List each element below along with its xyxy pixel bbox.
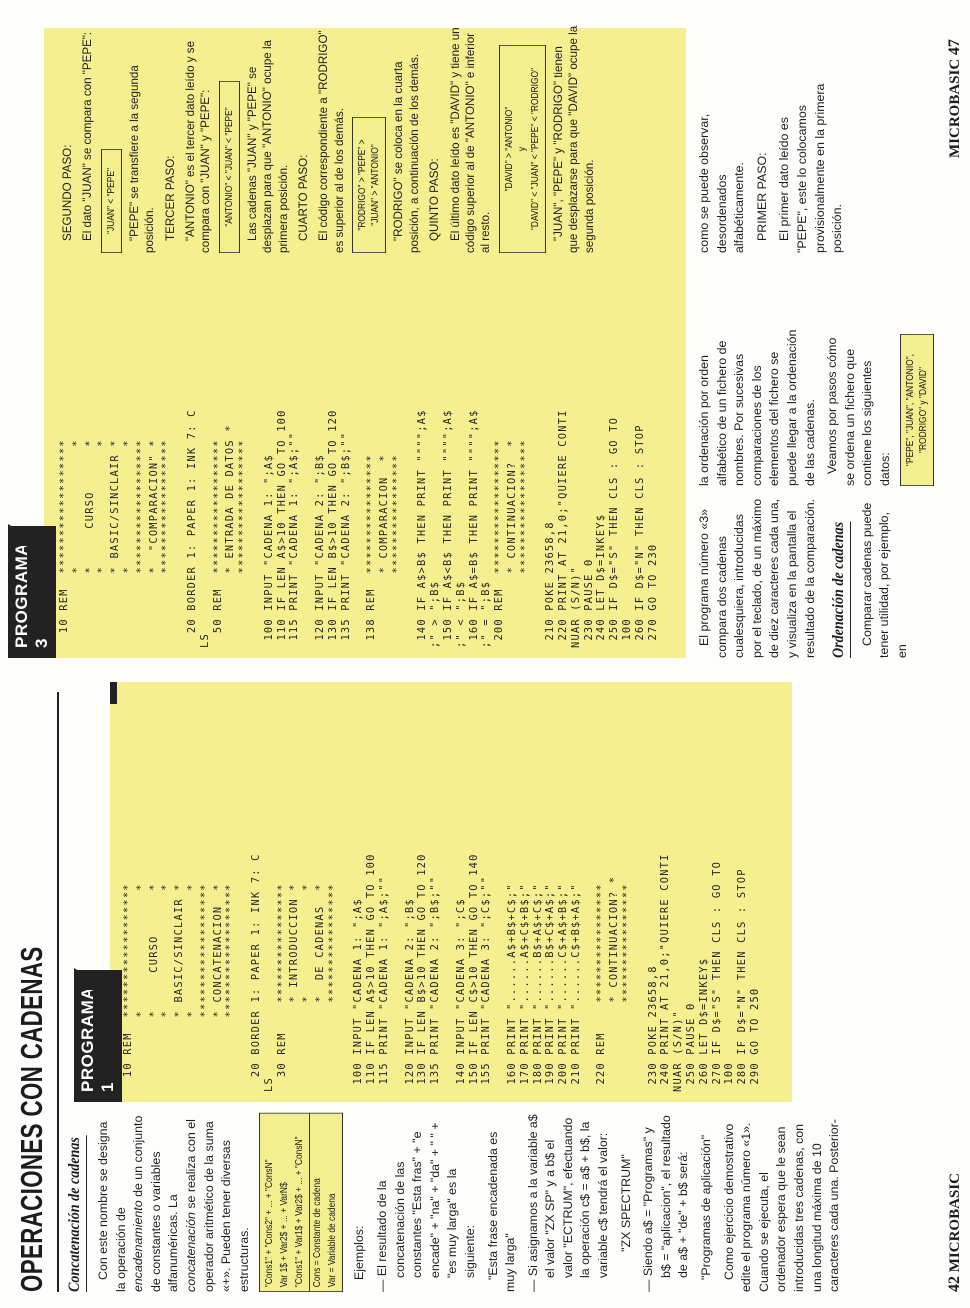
box-line: "RODRIGO" y "DAVID" xyxy=(916,367,929,453)
intro-text: como se puede observar, desordenados alfabéticamente. xyxy=(697,113,747,253)
para-ejercicio: Como ejercicio demostrativo edite el programa número «1». Cuando se ejecuta, el ordenador espera que le sean introducidas tres cadenas, con una longitud máxima de 10 caracteres cada una. Posterior- xyxy=(721,1119,842,1292)
box-line: Var = Variable de cadena xyxy=(326,1193,339,1288)
page-number-right: 47 xyxy=(946,39,963,56)
ejemplos-label: Ejemplos: xyxy=(352,1225,367,1280)
subhead-ordenacion: Ordenación de cadenas xyxy=(830,522,851,658)
para-concatenacion xyxy=(95,1114,253,1292)
example-1-result: "Esta frase encadenada es muy larga" xyxy=(485,1131,518,1292)
concat-structure-box xyxy=(259,1113,343,1292)
para-ordenacion: la ordenación por orden alfabético de un fichero de nombres. Por sucesivas comparaciones de los elementos del fichero se puede llegar a la ordenación de las cadenas. xyxy=(697,329,817,486)
left-column xyxy=(66,1114,849,1292)
pepe-transfer-text: "PEPE" se transfiere a la segunda posición. xyxy=(127,65,157,253)
juan-pepe-box: "JUAN" < "PEPE" xyxy=(101,149,122,253)
programa-1-label: PROGRAMA 1 xyxy=(74,970,122,1102)
antonio-box: "ANTONIO" < "JUAN" < "PEPE" xyxy=(219,81,240,253)
rodrigo-box xyxy=(352,117,386,253)
example-2-result: "ZX SPECTRUM" xyxy=(618,1154,633,1252)
paso-5-text: El último dato leído es "DAVID" y tiene un código superior al de "ANTONIO" e inferior al resto. xyxy=(448,27,493,253)
right-column-1 xyxy=(696,83,852,253)
programa-3-code: 10 REM ****************** * * * CURSO * * * * BASIC/SINCLAIR * * * ****************** * "COMPARACION" * ****************** 20 BORDER 1: PAPER 1: INK 7: C LS 50 REM ****************** * ENTRADA DE DATOS * ****************** 100 INPUT "CADENA 1: ";A$ 110 IF LEN A$>10 THEN GO TO 100 115 PRINT "CADENA 1: ";A$;"" 120 INPUT "CADENA 2: ";B$ 130 IF LEN B$>10 THEN GO TO 120 135 PRINT "CADENA 2: ";B$;"" 138 REM **************** * COMPARACION * **************** 140 IF A$>B$ THEN PRINT """";A$ ;" > ";B$ 150 IF A$<B$ THEN PRINT """";A$ ;" < ";B$ 160 IF A$=B$ THEN PRINT """";A$ ;" = ";B$ 200 REM ****************** * CONTINUACION? * ****************** 210 POKE 23658,8 220 PRINT AT 21,0;"QUIERE CONTI NUAR (S/N)" 230 PAUSE 0 240 LET D$=INKEY$ 250 IF D$="S" THEN CLS : GO TO 100 260 IF D$="N" THEN CLS : STOP 270 GO TO 230 xyxy=(58,409,659,648)
box-line: "DAVID" < "JUAN" < "PEPE" < "RODRIGO" xyxy=(528,67,541,231)
footer-left xyxy=(946,1173,964,1292)
pasos-column xyxy=(60,25,602,253)
title-rule xyxy=(57,692,59,1292)
paso-3-label: TERCER PASO: xyxy=(163,155,177,241)
desplazan-text: Las cadenas "JUAN" y "PEPE" se desplazan para que "ANTONIO" ocupe la primera posición. xyxy=(245,40,290,253)
example-2: — Si asignamos a la variable a$ el valor "ZX SP" y a b$ el valor "ECTRUM", efectuando la operación c$ = a$ + b$, la variable c$ tendrá el valor: xyxy=(525,1114,611,1292)
magazine-name-right: MICROBASIC xyxy=(947,58,963,158)
paso-4-text: El código correspondiente a "RODRIGO" es superior al de los demás. xyxy=(317,30,346,253)
paso-4-label: CUARTO PASO: xyxy=(297,154,311,241)
box-line: "JUAN" > "ANTONIO" xyxy=(369,144,382,226)
para-text: Con este nombre se designa la operación de xyxy=(96,1121,128,1292)
example-3-result: "Programas de aplicación" xyxy=(699,1134,714,1280)
para-pasos: Veamos por pasos cómo se ordena un fichero que contiene los siguientes datos: xyxy=(825,337,892,486)
paso-1-text: El primer dato leído es "PEPE", este lo colocamos provisionalmente en la primera posición. xyxy=(777,83,845,253)
paso-5-label: QUINTO PASO: xyxy=(428,158,442,241)
box-line: "RODRIGO" > "PEPE" > xyxy=(356,139,369,231)
paso-2-label: SEGUNDO PASO: xyxy=(61,144,74,241)
box-line: "DAVID" > "ANTONIO" xyxy=(502,106,515,192)
para-text: se realiza con el operador aritmético de la suma «+». Pueden tener diversas estructuras. xyxy=(183,1119,251,1292)
subhead-concatenacion: Concatenación de cadenas xyxy=(66,1135,87,1292)
programa-3-label: PROGRAMA 3 xyxy=(8,526,56,658)
paso-2-text: El dato "JUAN" se compara con "PEPE": xyxy=(81,31,95,241)
magazine-name-left: MICROBASIC xyxy=(947,1173,963,1273)
example-1: — El resultado de la concatenación de las constantes "Esta fras" + "e encade" + "na" + "da" + " " + "es muy larga" es la siguiente: xyxy=(374,1122,477,1292)
mid-column-2 xyxy=(696,328,934,486)
footer-right xyxy=(946,39,964,158)
mid-column-1 xyxy=(696,498,917,658)
paso-3-text: "ANTONIO" es el tercer dato leído y se compara con "JUAN" y "PEPE": xyxy=(184,40,213,253)
para-comparar: Comparar cadenas puede tener utilidad, por ejemplo, en xyxy=(859,502,909,658)
para-text: de un conjunto de constantes o variables alfanuméricas. La xyxy=(131,1115,181,1292)
box-line: Var 1$ + Var2$ + ... + VarN$ xyxy=(278,1182,291,1288)
box-line: Cons = Constante de cadena xyxy=(309,1114,325,1292)
programa-1-listing xyxy=(110,682,792,1102)
label-corner xyxy=(8,524,44,546)
data-list-box xyxy=(900,334,934,486)
box-line: y xyxy=(515,146,528,152)
para-italic: encadenamiento xyxy=(131,1200,146,1292)
label-corner xyxy=(74,968,110,990)
box-line: "Cons1" + Var1$ + Var2$ + ... + "ConsN" xyxy=(293,1136,306,1288)
page-title: OPERACIONES CON CADENAS xyxy=(14,946,49,1292)
david-box xyxy=(499,45,546,253)
box-line: "Cons1" + "Cons2" + ... + "ConsN" xyxy=(263,1159,276,1288)
programa-1-code: 10 REM ****************** * * * CURSO * * * * BASIC/SINCLAIR * * * ****************** * CONCATENACION * ****************** 20 BORDER 1: PAPER 1: INK 7: C LS 30 REM **************** * INTRODUCCION * * * * DE CADENAS * **************** 100 INPUT "CADENA 1: ";A$ 110 IF LEN A$>10 THEN GO TO 100 115 PRINT "CADENA 1: ";A$;"" 120 INPUT "CADENA 2: ";B$ 130 IF LEN B$>10 THEN GO TO 120 135 PRINT "CADENA 2: ";B$;"" 140 INPUT "CADENA 3: ";C$ 150 IF LEN C$>10 THEN GO TO 140 155 PRINT "CADENA 3: ";C$;"" 160 PRINT "......A$+B$+C$;" 170 PRINT "......A$+C$+B$;" 180 PRINT "......B$+A$+C$;" 190 PRINT "......B$+C$+A$;" 200 PRINT "......C$+A$+B$;" 210 PRINT "......C$+B$+A$;" 220 REM **************** * CONTINUACION? * **************** 230 POKE 23658,8 240 PRINT AT 21,0;"QUIERE CONTI NUAR (S/N)" 250 PAUSE 0 260 LET D$=INKEY$ 270 IF D$="S" THEN CLS : GO TO 100 280 IF D$="N" THEN CLS : STOP 290 GO TO 250 xyxy=(122,853,762,1092)
box-line: "PEPE", "JUAN", "ANTONIO", xyxy=(903,353,916,467)
para-italic: concatenación xyxy=(183,1212,198,1292)
listing-corner-mark xyxy=(110,682,117,704)
para-programa-3: El programa número «3» compara dos cadenas cualesquiera, introducidas por el teclado, de un máximo de diez caracteres cada una, y visualiza en la pantalla el resultado de la comparación. xyxy=(697,498,817,658)
final-text: "JUAN", "PEPE" y "RODRIGO" tienen que desplazarse para que "DAVID" ocupe la segunda posición. xyxy=(551,25,596,253)
left-text xyxy=(95,1114,844,1292)
example-3: — Siendo a$ = "Programas" y b$ = "aplicacion", el resultado de a$ + "de" + b$ será: xyxy=(641,1115,691,1292)
page-number-left: 42 xyxy=(946,1276,963,1292)
paso-1-label: PRIMER PASO: xyxy=(754,152,769,241)
rodrigo-text: "RODRIGO" se coloca en la cuarta posición, a continuación de los demás. xyxy=(392,53,421,253)
